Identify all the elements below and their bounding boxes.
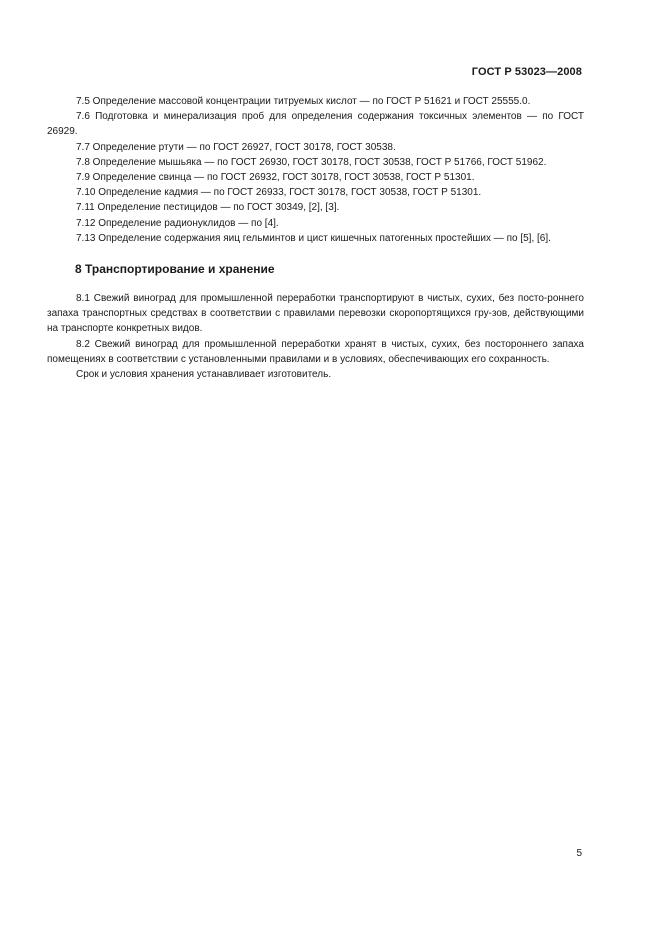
page-number: 5 (576, 848, 582, 859)
storage-note: Срок и условия хранения устанавливает изготовитель. (76, 369, 332, 381)
clause-8-2: 8.2 Свежий виноград для промышленной переработки хранят в чистых, сухих, без постороннего запаха помещениях в соответствии с установленными правилами и в условиях, обеспечивающих его сохранность. (47, 338, 584, 365)
clause-7-13: 7.13 Определение содержания яиц гельминтов и цист кишечных патогенных простейших — по [5], [6]. (76, 232, 551, 244)
clause-7-10: 7.10 Определение кадмия — по ГОСТ 26933, ГОСТ 30178, ГОСТ 30538, ГОСТ Р 51301. (76, 187, 482, 199)
clause-7-7: 7.7 Определение ртути — по ГОСТ 26927, ГОСТ 30178, ГОСТ 30538. (76, 141, 396, 153)
section-8-title: 8 Транспортирование и хранение (75, 262, 275, 277)
clause-7-5: 7.5 Определение массовой концентрации титруемых кислот — по ГОСТ Р 51621 и ГОСТ 25555.0. (76, 96, 531, 107)
clause-7-12: 7.12 Определение радионуклидов — по [4]. (76, 217, 279, 229)
clause-8-1: 8.1 Свежий виноград для промышленной переработки транспортируют в чистых, сухих, без посто-роннего запаха транспортных средствах в соответствии с правилами перевозки скоропортящихся гру-зов, действующими на транспорте конкретных видов. (47, 293, 584, 335)
document-code-header: ГОСТ Р 53023—2008 (471, 66, 582, 78)
page-content (47, 94, 584, 382)
clause-7-9: 7.9 Определение свинца — по ГОСТ 26932, ГОСТ 30178, ГОСТ 30538, ГОСТ Р 51301. (76, 172, 475, 184)
clause-7-8: 7.8 Определение мышьяка — по ГОСТ 26930, ГОСТ 30178, ГОСТ 30538, ГОСТ Р 51766, ГОСТ 51962. (76, 156, 547, 168)
clause-7-6: 7.6 Подготовка и минерализация проб для определения содержания токсичных элементов — по ГОСТ 26929. (47, 111, 584, 138)
clause-7-11: 7.11 Определение пестицидов — по ГОСТ 30349, [2], [3]. (76, 202, 340, 214)
